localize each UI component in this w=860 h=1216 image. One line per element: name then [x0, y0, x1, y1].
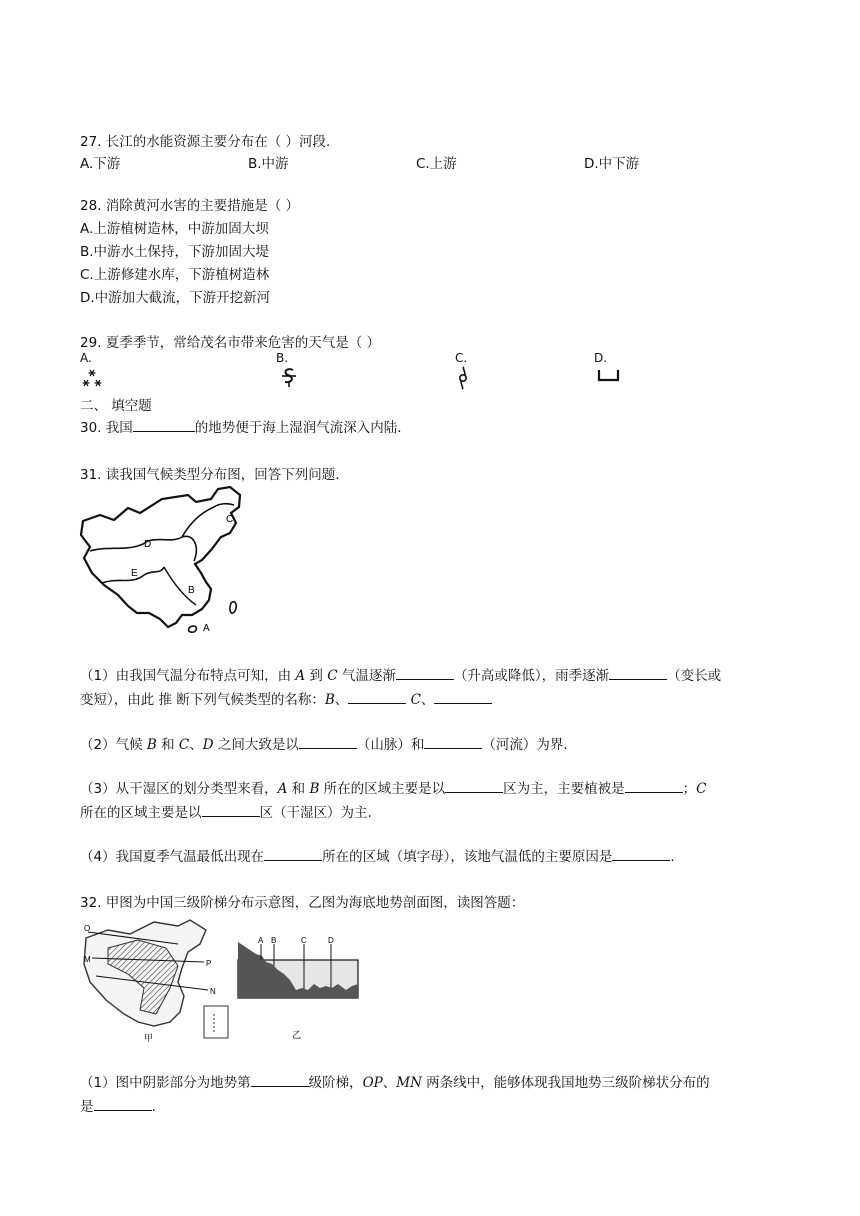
- q29-stem: 29. 夏季季节，常给茂名市带来危害的天气是（ ）: [80, 335, 381, 351]
- q30-after: 的地势便于海上湿润气流深入内陆.: [194, 420, 402, 436]
- q32-p1-blank-2[interactable]: [94, 1110, 152, 1111]
- fig1-caption: 甲: [144, 1033, 154, 1043]
- q29-option-c-letter[interactable]: C.: [455, 351, 468, 365]
- fig1-label-m: M: [84, 955, 91, 964]
- text: （3）从干湿区的划分类型来看，: [80, 781, 278, 797]
- q31-p3-blank-3[interactable]: [202, 816, 260, 817]
- figure-yi-seafloor-profile: [234, 934, 362, 1040]
- text: （4）我国夏季气温最低出现在: [80, 849, 265, 865]
- typhoon-symbol-icon: [455, 366, 471, 390]
- q28-stem: 28. 消除黄河水害的主要措施是（ ）: [80, 198, 300, 214]
- text: （2）气候: [80, 737, 147, 753]
- map-label-a: A: [203, 623, 210, 634]
- q31-p1-blank-4[interactable]: [434, 703, 492, 704]
- q31-p3-line2: [80, 801, 372, 821]
- text: （1）由我国气温分布特点可知，由: [80, 668, 296, 684]
- var: OP: [362, 1075, 383, 1091]
- q31-p4: [80, 845, 675, 865]
- text: 、: [334, 692, 349, 708]
- var: D: [202, 737, 214, 753]
- var: C: [410, 692, 421, 708]
- q29-option-a-letter[interactable]: A.: [80, 351, 92, 365]
- text: 级阶梯，: [308, 1075, 363, 1091]
- figure-jia-staircase-map: [78, 918, 238, 1044]
- q31-p2-blank-1[interactable]: [299, 748, 357, 749]
- q29-option-b-letter[interactable]: B.: [276, 351, 289, 365]
- text: 、: [382, 1075, 397, 1091]
- q28-option-b[interactable]: B.中游水土保持，下游加固大堤: [80, 244, 270, 260]
- q27-option-a[interactable]: A.下游: [80, 156, 121, 172]
- climate-type-map: [78, 485, 243, 635]
- dust-storm-symbol-icon: [280, 366, 298, 388]
- fig2-label-d: D: [328, 936, 334, 945]
- text: 区为主，主要植被是: [503, 781, 625, 797]
- text: 变短），由此 推 断下列气候类型的名称：: [80, 692, 325, 708]
- snow-symbol-icon: [80, 368, 104, 390]
- text: .: [670, 849, 675, 865]
- var: C: [178, 737, 190, 753]
- var: C: [696, 781, 707, 797]
- q27-option-b[interactable]: B.中游: [248, 156, 289, 172]
- text: 和: [287, 781, 310, 797]
- text: 所在的区域主要是以: [80, 805, 202, 821]
- map-label-c: C: [226, 514, 234, 525]
- q31-p2-blank-2[interactable]: [424, 748, 482, 749]
- q28-option-d[interactable]: D.中游加大截流，下游开挖新河: [80, 290, 271, 306]
- text: 到: [305, 668, 328, 684]
- map-label-d: D: [144, 539, 152, 550]
- text: （1）图中阴影部分为地势第: [80, 1075, 251, 1091]
- q30-blank[interactable]: [133, 431, 195, 432]
- q28-option-a[interactable]: A.上游植树造林，中游加固大坝: [80, 221, 269, 237]
- q31-p3-blank-2[interactable]: [625, 792, 683, 793]
- q30-text: [80, 416, 402, 436]
- q31-p1-line1: [80, 664, 721, 684]
- text: 气温逐渐: [337, 668, 396, 684]
- q27-option-c[interactable]: C.上游: [416, 156, 457, 172]
- var: B: [309, 781, 320, 797]
- var: C: [327, 668, 338, 684]
- text: （河流）为界.: [482, 737, 568, 753]
- q31-p1-line2: [80, 688, 492, 708]
- fig1-label-n: N: [210, 987, 216, 996]
- var: A: [277, 781, 288, 797]
- text: 两条线中，能够体现我国地势三级阶梯状分布的: [421, 1075, 710, 1091]
- text: 之间大致是以: [213, 737, 299, 753]
- text: 区（干湿区）为主.: [259, 805, 372, 821]
- text: .: [151, 1099, 156, 1115]
- var: A: [295, 668, 306, 684]
- q30-before: 30. 我国: [80, 420, 133, 436]
- q29-option-d-letter[interactable]: D.: [594, 351, 608, 365]
- q31-p2: [80, 733, 568, 753]
- q31-p4-blank-2[interactable]: [612, 860, 670, 861]
- q31-p3-line1: [80, 777, 707, 797]
- fig1-label-p: P: [206, 959, 212, 968]
- q32-stem: 32. 甲图为中国三级阶梯分布示意图，乙图为海底地势剖面图，读图答题：: [80, 895, 525, 911]
- text: 所在的区域（填字母），该地气温低的主要原因是: [322, 849, 613, 865]
- map-label-b: B: [188, 585, 195, 596]
- q31-p1-blank-2[interactable]: [609, 679, 667, 680]
- q31-p1-blank-1[interactable]: [396, 679, 454, 680]
- fig2-label-a: A: [258, 936, 264, 945]
- text: 、: [420, 692, 435, 708]
- fig2-label-b: B: [271, 936, 277, 945]
- text: （变长或: [667, 668, 722, 684]
- fig2-label-c: C: [301, 936, 307, 945]
- text: ；: [682, 781, 697, 797]
- fig1-label-o: O: [84, 924, 91, 933]
- text: （升高或降低），雨季逐渐: [453, 668, 610, 684]
- text: （山脉）和: [356, 737, 425, 753]
- q31-p4-blank-1[interactable]: [264, 860, 322, 861]
- text: 是: [80, 1099, 94, 1115]
- q27-option-d[interactable]: D.中下游: [584, 156, 640, 172]
- q32-p1-blank-1[interactable]: [251, 1086, 309, 1087]
- q32-p1-line1: [80, 1071, 710, 1091]
- fig2-caption: 乙: [292, 1030, 302, 1040]
- text: 和: [156, 737, 179, 753]
- section-title: 二、 填空题: [80, 398, 152, 414]
- text: 、: [189, 737, 203, 753]
- q27-stem: 27. 长江的水能资源主要分布在（ ）河段.: [80, 134, 331, 150]
- var: MN: [396, 1075, 422, 1091]
- q31-p1-blank-3[interactable]: [348, 703, 406, 704]
- q31-p3-blank-1[interactable]: [445, 792, 503, 793]
- q32-p1-line2: [80, 1095, 156, 1115]
- bracket-symbol-icon: [597, 368, 621, 382]
- text: 所在的区域主要是以: [319, 781, 446, 797]
- var: B: [324, 692, 335, 708]
- map-label-e: E: [131, 568, 138, 579]
- var: B: [146, 737, 157, 753]
- q28-option-c[interactable]: C.上游修建水库，下游植树造林: [80, 267, 270, 283]
- q31-stem: 31. 读我国气候类型分布图，回答下列问题.: [80, 467, 340, 483]
